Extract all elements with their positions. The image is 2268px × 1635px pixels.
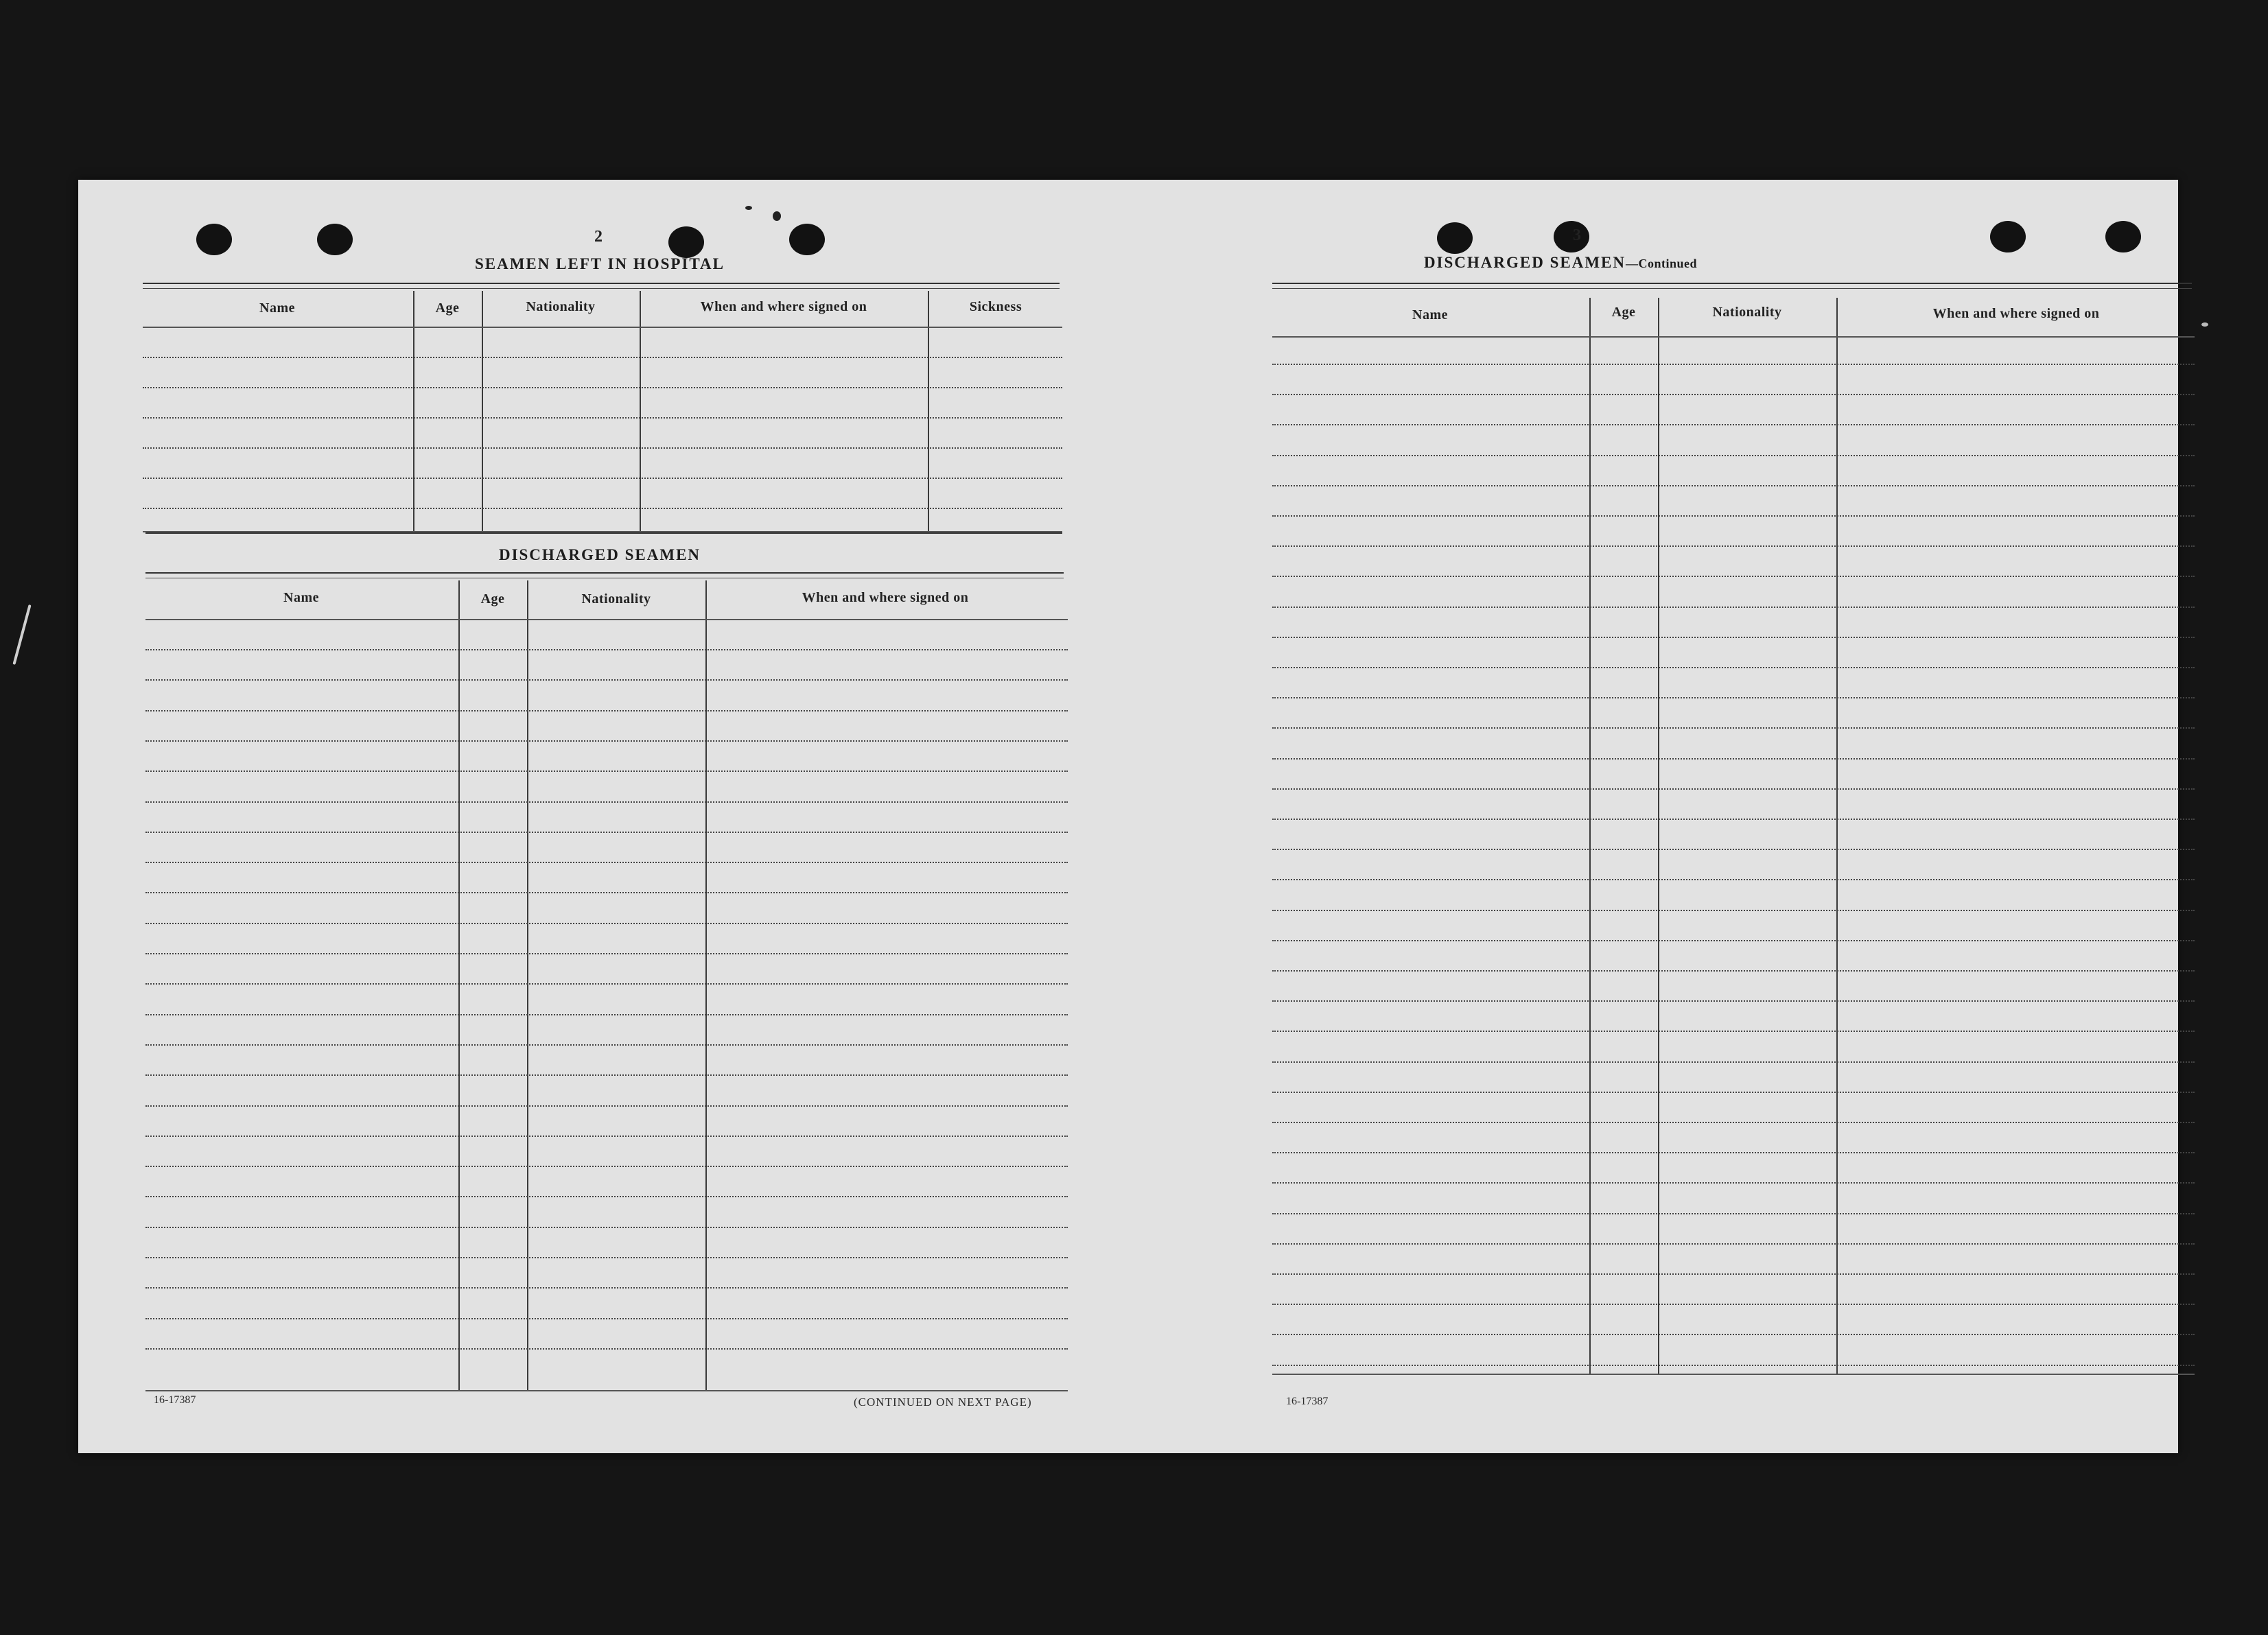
ruled-row-line — [1272, 637, 2195, 638]
page-number: 3 — [1573, 226, 1581, 244]
column-divider — [458, 580, 460, 1390]
ruled-row-line — [1272, 910, 2195, 911]
column-header-age: Age — [480, 591, 505, 607]
ruled-row-line — [1272, 697, 2195, 698]
hospital-section-title: SEAMEN LEFT IN HOSPITAL — [474, 255, 725, 272]
ruled-row-line — [1272, 727, 2195, 729]
ruled-row-line — [1272, 545, 2195, 547]
ruled-row-line — [145, 649, 1068, 650]
double-rule — [143, 283, 1060, 289]
page-number: 2 — [594, 228, 603, 246]
section-rule — [145, 532, 1062, 534]
ruled-row-line — [1272, 1031, 2195, 1032]
ruled-row-line — [1272, 607, 2195, 608]
discharged-table — [145, 580, 1068, 1397]
header-underline — [145, 619, 1068, 620]
ruled-row-line — [143, 478, 1062, 479]
column-header-age: Age — [435, 301, 460, 316]
title-main: DISCHARGED SEAMEN — [1423, 254, 1626, 271]
punch-hole — [789, 224, 825, 255]
ruled-row-line — [1272, 1182, 2195, 1184]
ruled-row-line — [1272, 1152, 2195, 1153]
column-header-nationality: Nationality — [1712, 305, 1782, 320]
discharged-continued-table — [1272, 298, 2195, 1387]
punch-hole — [1437, 222, 1473, 254]
scan-artifact — [2201, 322, 2208, 327]
ruled-row-line — [1272, 970, 2195, 972]
column-divider — [705, 580, 707, 1390]
ruled-row-line — [145, 1014, 1068, 1015]
ruled-row-line — [145, 1074, 1068, 1076]
ruled-row-line — [145, 1196, 1068, 1197]
ruled-row-line — [1272, 1273, 2195, 1275]
ruled-row-line — [145, 801, 1068, 803]
ruled-row-line — [145, 1044, 1068, 1046]
ruled-row-line — [145, 862, 1068, 863]
ruled-row-line — [145, 983, 1068, 985]
column-header-nationality: Nationality — [581, 591, 651, 607]
hospital-table — [143, 291, 1062, 538]
ruled-row-line — [145, 1348, 1068, 1350]
ruled-row-line — [1272, 1092, 2195, 1093]
ruled-row-line — [1272, 849, 2195, 850]
ruled-row-line — [1272, 1122, 2195, 1123]
column-header-name: Name — [283, 590, 319, 605]
scan-artifact — [12, 604, 31, 665]
ruled-row-line — [1272, 940, 2195, 941]
form-number: 16-17387 — [154, 1394, 196, 1406]
header-underline — [1272, 336, 2195, 338]
column-header-name: Name — [259, 301, 295, 316]
column-header-nationality: Nationality — [526, 299, 596, 314]
punch-hole — [668, 226, 704, 258]
column-header-when-where: When and where signed on — [802, 590, 969, 605]
header-underline — [143, 327, 1062, 328]
column-header-name: Name — [1412, 307, 1448, 322]
ruled-row-line — [1272, 1304, 2195, 1305]
ruled-row-line — [1272, 364, 2195, 365]
ruled-row-line — [145, 1318, 1068, 1319]
ruled-row-line — [145, 710, 1068, 711]
ruled-row-line — [143, 387, 1062, 388]
ruled-row-line — [1272, 819, 2195, 820]
ruled-row-line — [1272, 515, 2195, 517]
punch-hole — [196, 224, 232, 255]
ruled-row-line — [143, 447, 1062, 449]
ruled-row-line — [1272, 758, 2195, 760]
ruled-row-line — [145, 953, 1068, 954]
column-header-when-where: When and where signed on — [1932, 306, 2100, 321]
ruled-row-line — [145, 1287, 1068, 1289]
double-rule — [145, 572, 1064, 578]
continued-note: (CONTINUED ON NEXT PAGE) — [854, 1396, 1032, 1409]
ruled-row-line — [1272, 424, 2195, 425]
double-rule — [1272, 283, 2192, 289]
ruled-row-line — [1272, 576, 2195, 577]
ruled-row-line — [1272, 879, 2195, 880]
ruled-row-line — [145, 923, 1068, 924]
ruled-row-line — [145, 1136, 1068, 1137]
ruled-row-line — [1272, 455, 2195, 456]
ruled-row-line — [145, 1227, 1068, 1228]
ruled-row-line — [1272, 1061, 2195, 1063]
scan-artifact — [773, 211, 781, 221]
ruled-row-line — [145, 679, 1068, 681]
ruled-row-line — [145, 832, 1068, 833]
ruled-row-line — [145, 1166, 1068, 1167]
ruled-row-line — [145, 1257, 1068, 1258]
ruled-row-line — [145, 1105, 1068, 1107]
discharged-continued-title — [1403, 254, 1718, 272]
ruled-row-line — [145, 892, 1068, 893]
ruled-row-line — [1272, 1213, 2195, 1214]
table-bottom-rule — [1272, 1374, 2195, 1375]
ruled-row-line — [143, 357, 1062, 358]
ruled-row-line — [1272, 1365, 2195, 1366]
ruled-row-line — [145, 740, 1068, 742]
discharged-section-title: DISCHARGED SEAMEN — [498, 546, 701, 563]
ruled-row-line — [1272, 485, 2195, 486]
column-header-when-where: When and where signed on — [700, 299, 867, 314]
left-page — [78, 180, 1128, 1453]
document-spread — [78, 180, 2178, 1453]
scan-artifact — [745, 206, 752, 210]
right-page — [1128, 180, 2178, 1453]
ruled-row-line — [1272, 1243, 2195, 1245]
form-number: 16-17387 — [1286, 1396, 1329, 1407]
punch-hole — [1990, 221, 2026, 252]
ruled-row-line — [1272, 788, 2195, 790]
punch-hole — [2105, 221, 2141, 252]
punch-hole — [317, 224, 353, 255]
column-divider — [527, 580, 528, 1390]
ruled-row-line — [1272, 667, 2195, 668]
ruled-row-line — [143, 417, 1062, 419]
column-header-sickness: Sickness — [969, 299, 1022, 314]
table-bottom-rule — [145, 1390, 1068, 1391]
ruled-row-line — [1272, 1000, 2195, 1002]
ruled-row-line — [1272, 1334, 2195, 1335]
ruled-row-line — [1272, 394, 2195, 395]
ruled-row-line — [143, 508, 1062, 509]
title-suffix: —Continued — [1626, 257, 1698, 270]
column-header-age: Age — [1611, 305, 1636, 320]
ruled-row-line — [145, 771, 1068, 772]
